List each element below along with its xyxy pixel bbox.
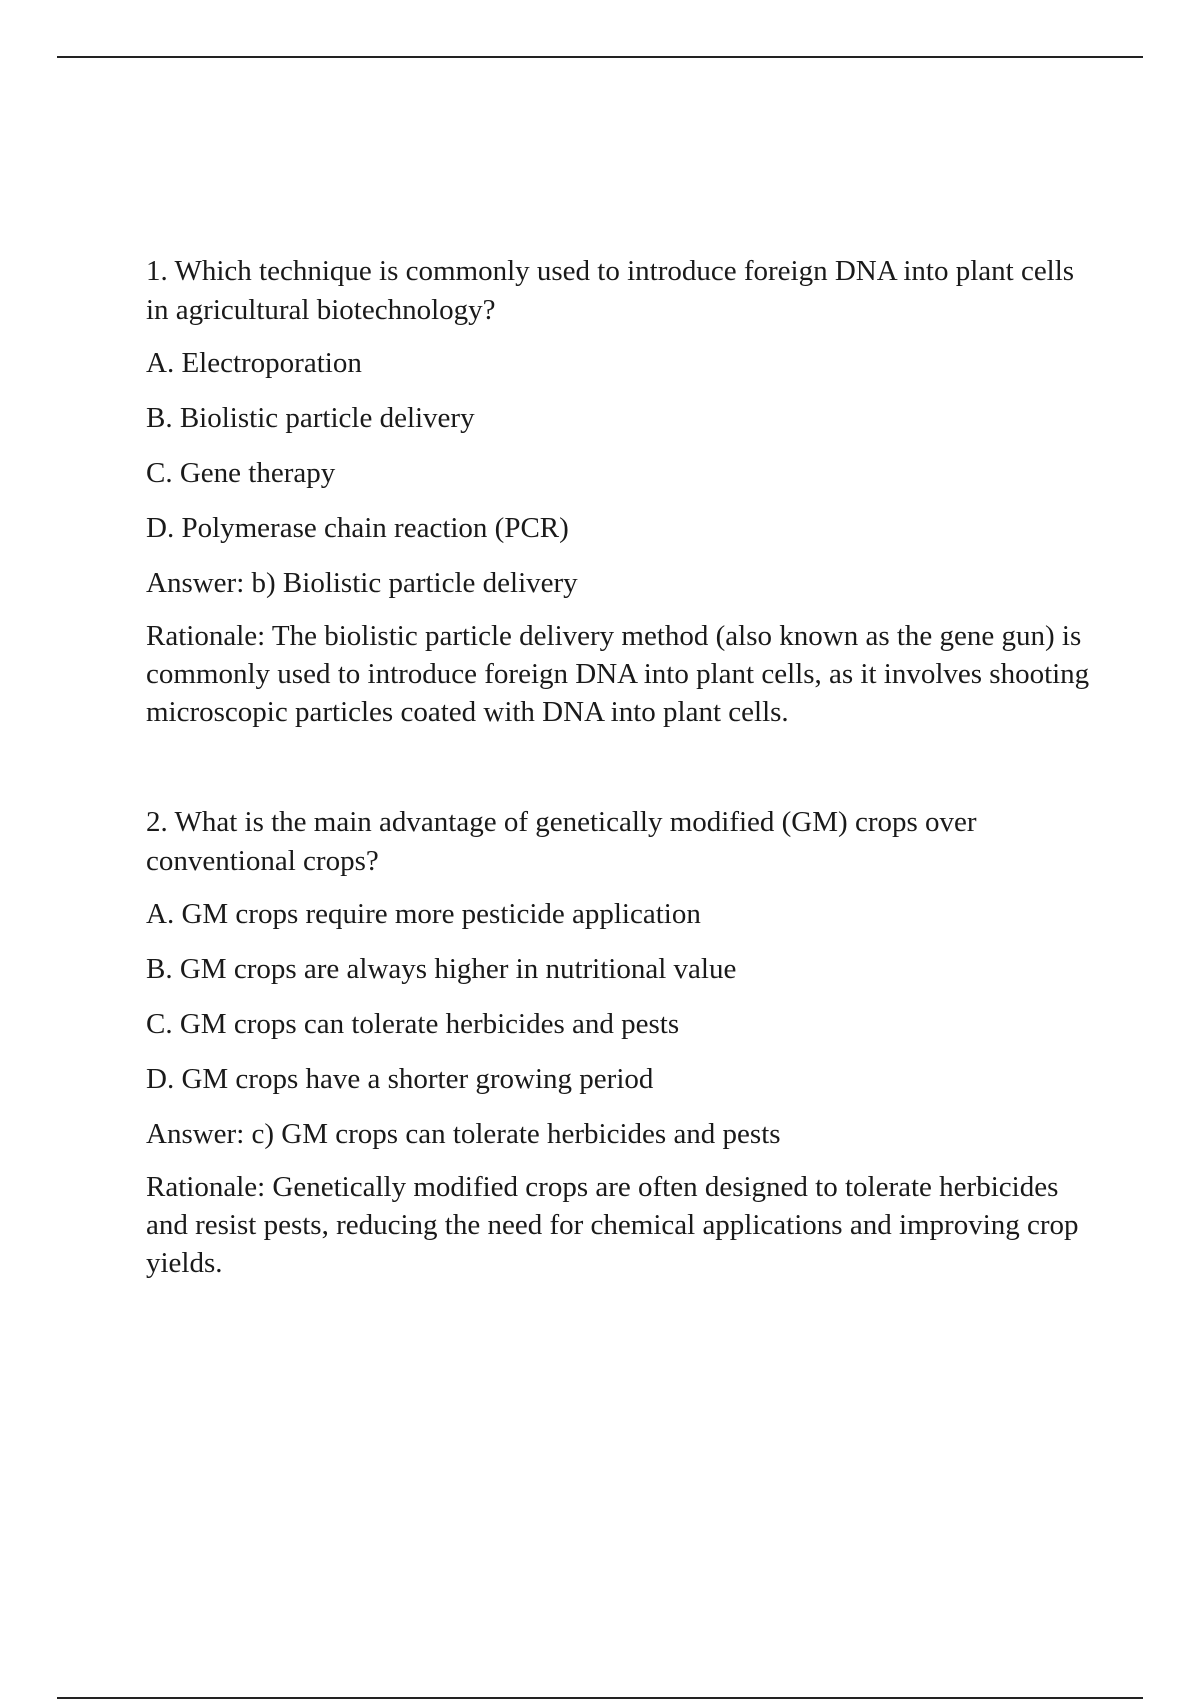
option-b: B. Biolistic particle delivery [146,402,475,434]
rationale-text: Rationale: The biolistic particle delivery method (also known as the gene gun) is commonly used to introduce foreign DNA into plant cells, as it involves shooting microscopic particles coated with DNA into plant cells. [146,620,1090,728]
document-body [146,252,1096,1282]
top-divider [57,56,1143,58]
option-c: C. GM crops can tolerate herbicides and pests [146,1008,680,1040]
option-c: C. Gene therapy [146,457,336,489]
question-text: 2. What is the main advantage of genetically modified (GM) crops over conventional crops? [146,806,977,877]
option-a: A. Electroporation [146,347,362,379]
rationale-text: Rationale: Genetically modified crops are often designed to tolerate herbicides and resist pests, reducing the need for chemical applications and improving crop yields. [146,1171,1079,1279]
answer-text: Answer: c) GM crops can tolerate herbicides and pests [146,1118,781,1150]
option-a: A. GM crops require more pesticide application [146,898,701,930]
question-text: 1. Which technique is commonly used to introduce foreign DNA into plant cells in agricultural biotechnology? [146,255,1075,326]
bottom-divider [57,1697,1143,1699]
answer-text: Answer: b) Biolistic particle delivery [146,567,578,599]
question-block-1 [146,252,1096,731]
option-d: D. GM crops have a shorter growing period [146,1063,654,1095]
option-b: B. GM crops are always higher in nutritional value [146,953,737,985]
question-block-2 [146,803,1096,1282]
option-d: D. Polymerase chain reaction (PCR) [146,512,569,544]
